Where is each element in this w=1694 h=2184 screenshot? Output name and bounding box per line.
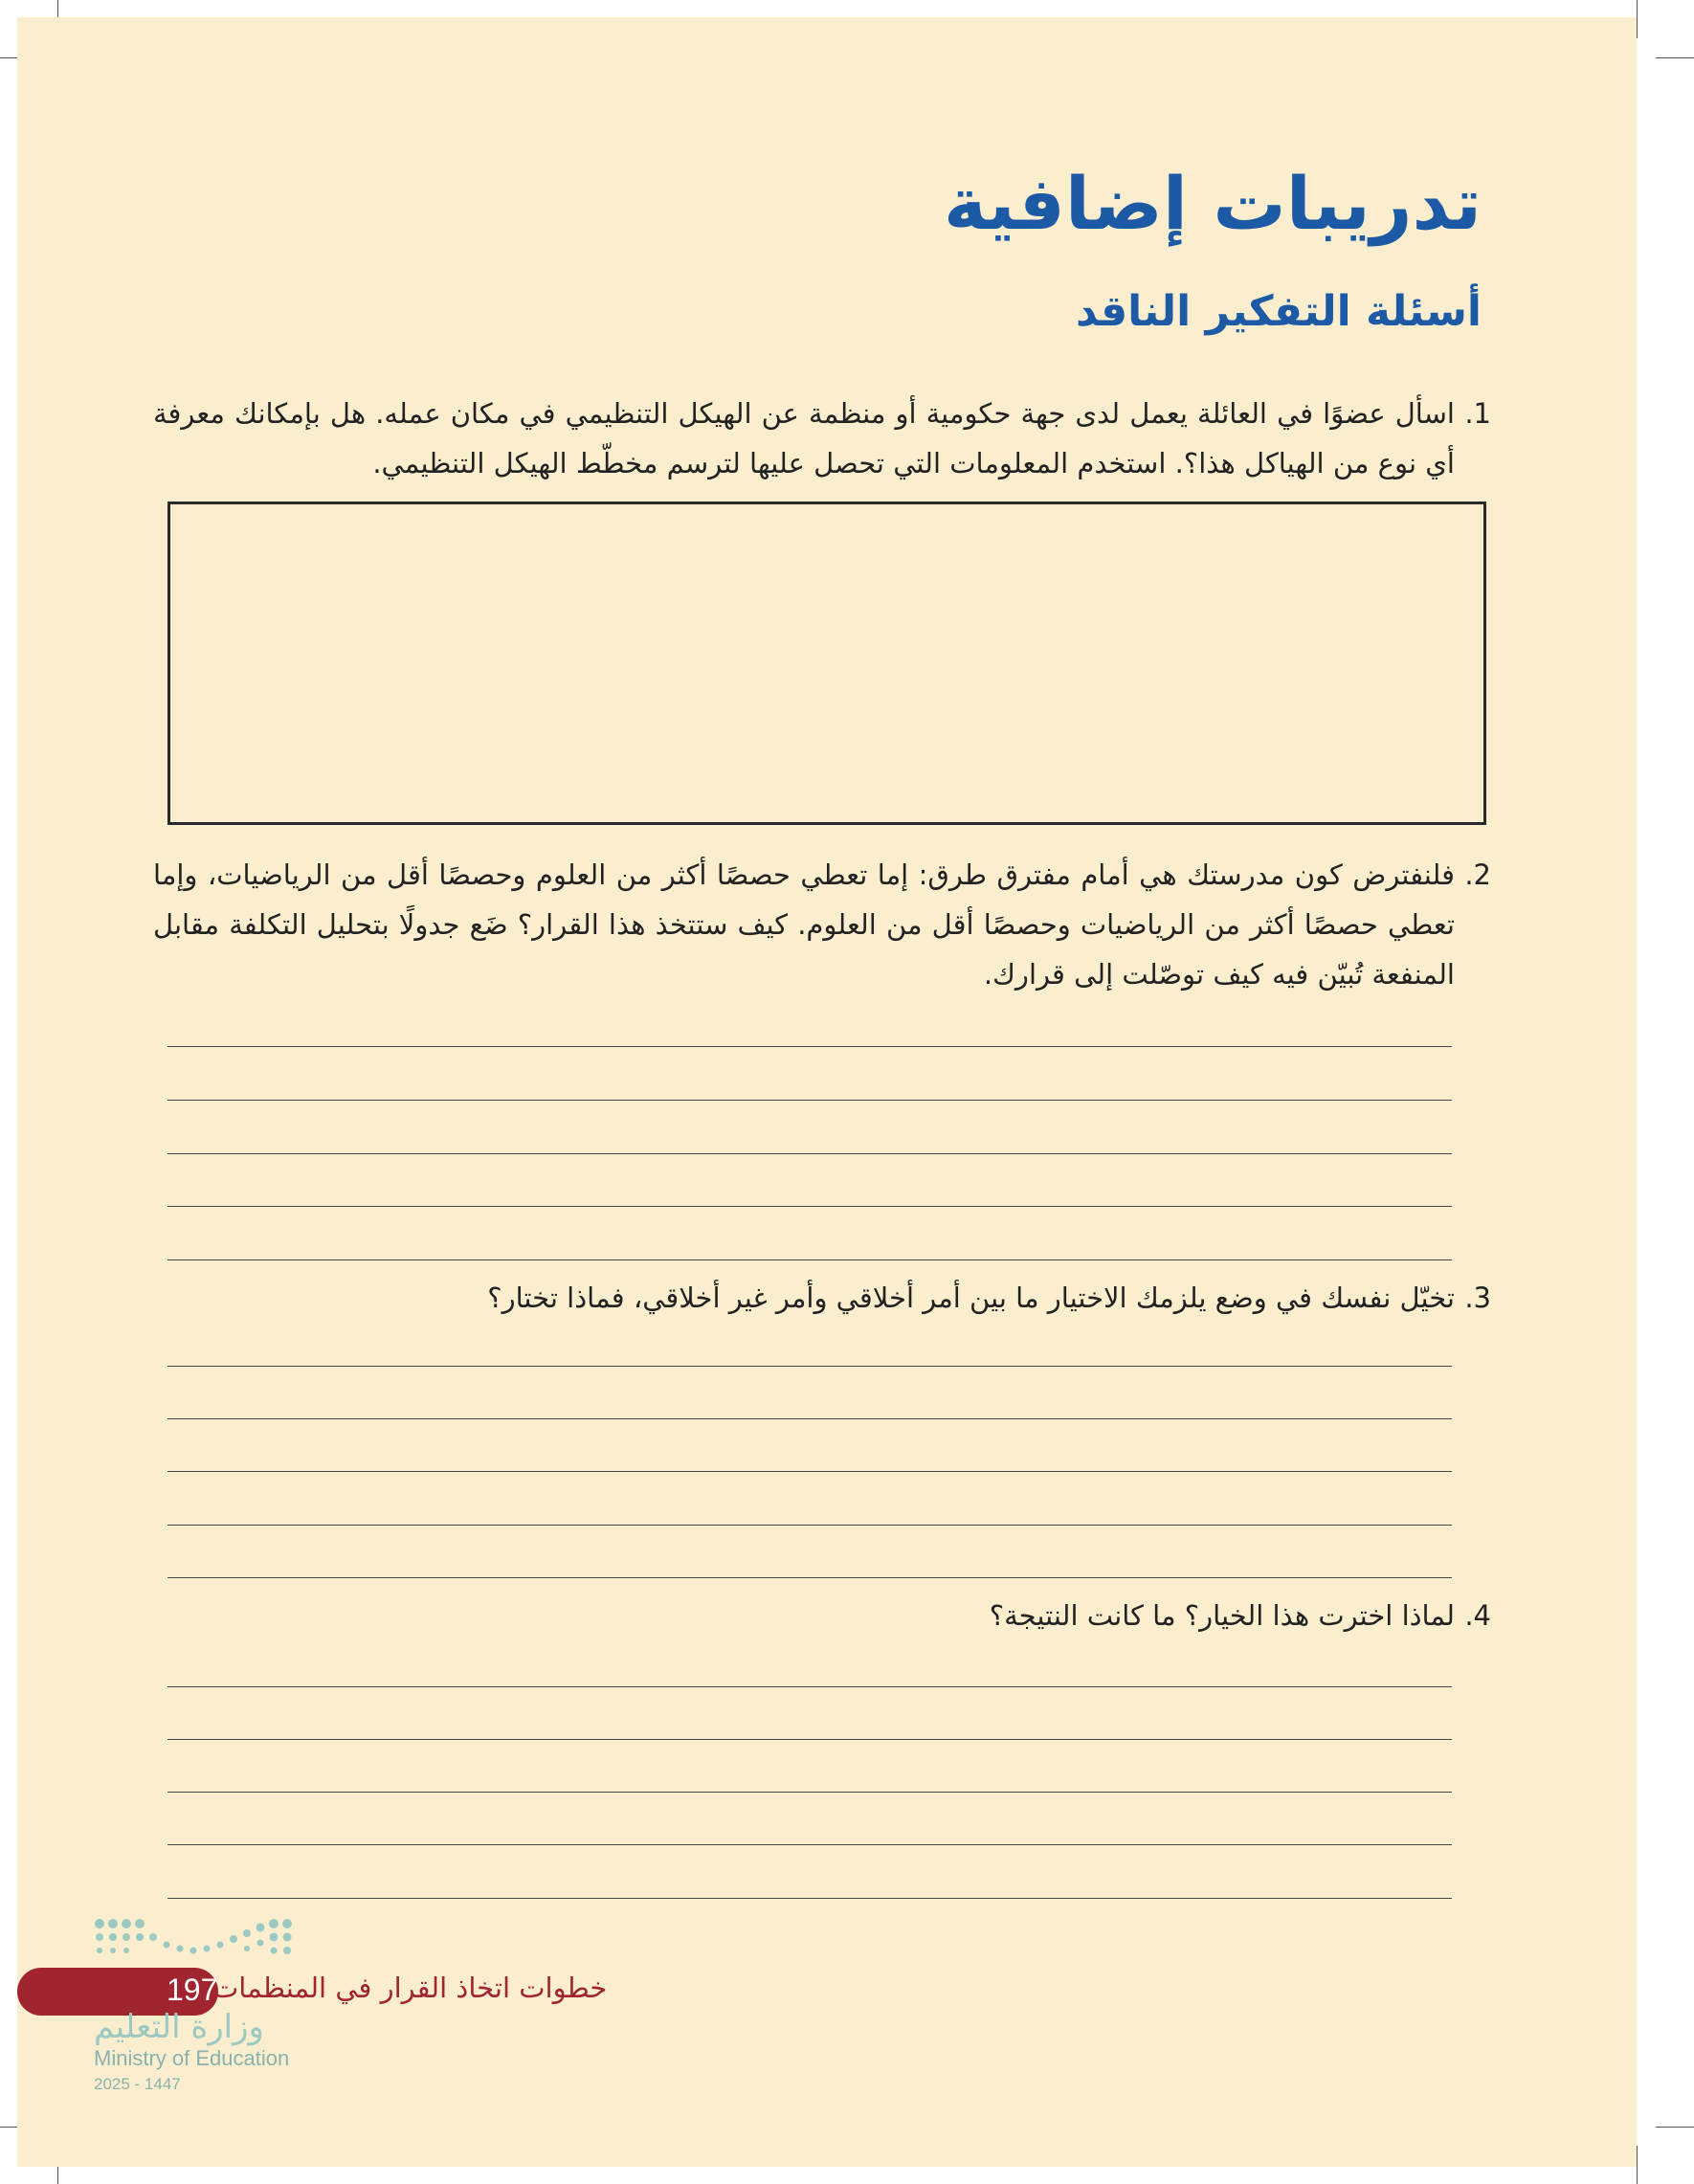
question-3-number: .3 xyxy=(1464,1281,1491,1314)
answer-line[interactable] xyxy=(167,1100,1452,1101)
answer-line[interactable] xyxy=(167,1366,1452,1367)
answer-line[interactable] xyxy=(167,1418,1452,1419)
answer-line[interactable] xyxy=(167,1792,1452,1793)
drawing-answer-box[interactable] xyxy=(167,501,1486,825)
question-2-text: فلنفترض كون مدرستك هي أمام مفترق طرق: إما تعطي حصصًا أكثر من العلوم وحصصًا أقل من الرياضيات، وإما تعطي حصصًا أكثر من الرياضيات وحصصًا أقل من العلوم. كيف ستتخذ هذا القرار؟ ضَع جدولًا بتحليل التكلفة مقابل المنفعة تُبيّن فيه كيف توصّلت إلى قرارك. xyxy=(153,858,1455,991)
answer-line[interactable] xyxy=(167,1686,1452,1687)
page-number: 197 xyxy=(167,1972,218,2007)
question-1-text: اسأل عضوًا في العائلة يعمل لدى جهة حكومية أو منظمة عن الهيكل التنظيمي في مكان عمله. هل بإمكانك معرفة أي نوع من الهياكل هذا؟. استخدم المعلومات التي تحصل عليها لترسم مخطّط الهيكل التنظيمي. xyxy=(153,397,1455,479)
answer-line[interactable] xyxy=(167,1259,1452,1260)
answer-line[interactable] xyxy=(167,1046,1452,1047)
answer-line[interactable] xyxy=(167,1844,1452,1845)
question-4-text: لماذا اخترت هذا الخيار؟ ما كانت النتيجة؟ xyxy=(989,1599,1455,1632)
crop-mark xyxy=(1637,2146,1638,2184)
answer-line[interactable] xyxy=(167,1206,1452,1207)
ministry-logo-icon xyxy=(92,1916,302,1973)
answer-line[interactable] xyxy=(167,1898,1452,1899)
answer-line[interactable] xyxy=(167,1471,1452,1472)
answer-line[interactable] xyxy=(167,1577,1452,1578)
question-3-text: تخيّل نفسك في وضع يلزمك الاختيار ما بين أمر أخلاقي وأمر غير أخلاقي، فماذا تختار؟ xyxy=(487,1281,1455,1314)
answer-line[interactable] xyxy=(167,1525,1452,1526)
question-1-number: .1 xyxy=(1464,397,1491,430)
ministry-name-english: Ministry of Education xyxy=(94,2046,290,2070)
ministry-year: 2025 - 1447 xyxy=(94,2075,181,2093)
question-2-number: .2 xyxy=(1464,858,1491,891)
crop-mark xyxy=(1637,0,1638,38)
question-4-number: .4 xyxy=(1464,1599,1491,1632)
crop-mark xyxy=(1656,57,1694,58)
page-title: تدريبات إضافية xyxy=(943,161,1482,246)
answer-line[interactable] xyxy=(167,1153,1452,1154)
chapter-title: خطوات اتخاذ القرار في المنظمات xyxy=(212,1972,608,2004)
section-subtitle: أسئلة التفكير الناقد xyxy=(1075,287,1482,336)
ministry-name-arabic: وزارة التعليم xyxy=(94,2008,264,2046)
answer-line[interactable] xyxy=(167,1739,1452,1740)
crop-mark xyxy=(1656,2127,1694,2128)
